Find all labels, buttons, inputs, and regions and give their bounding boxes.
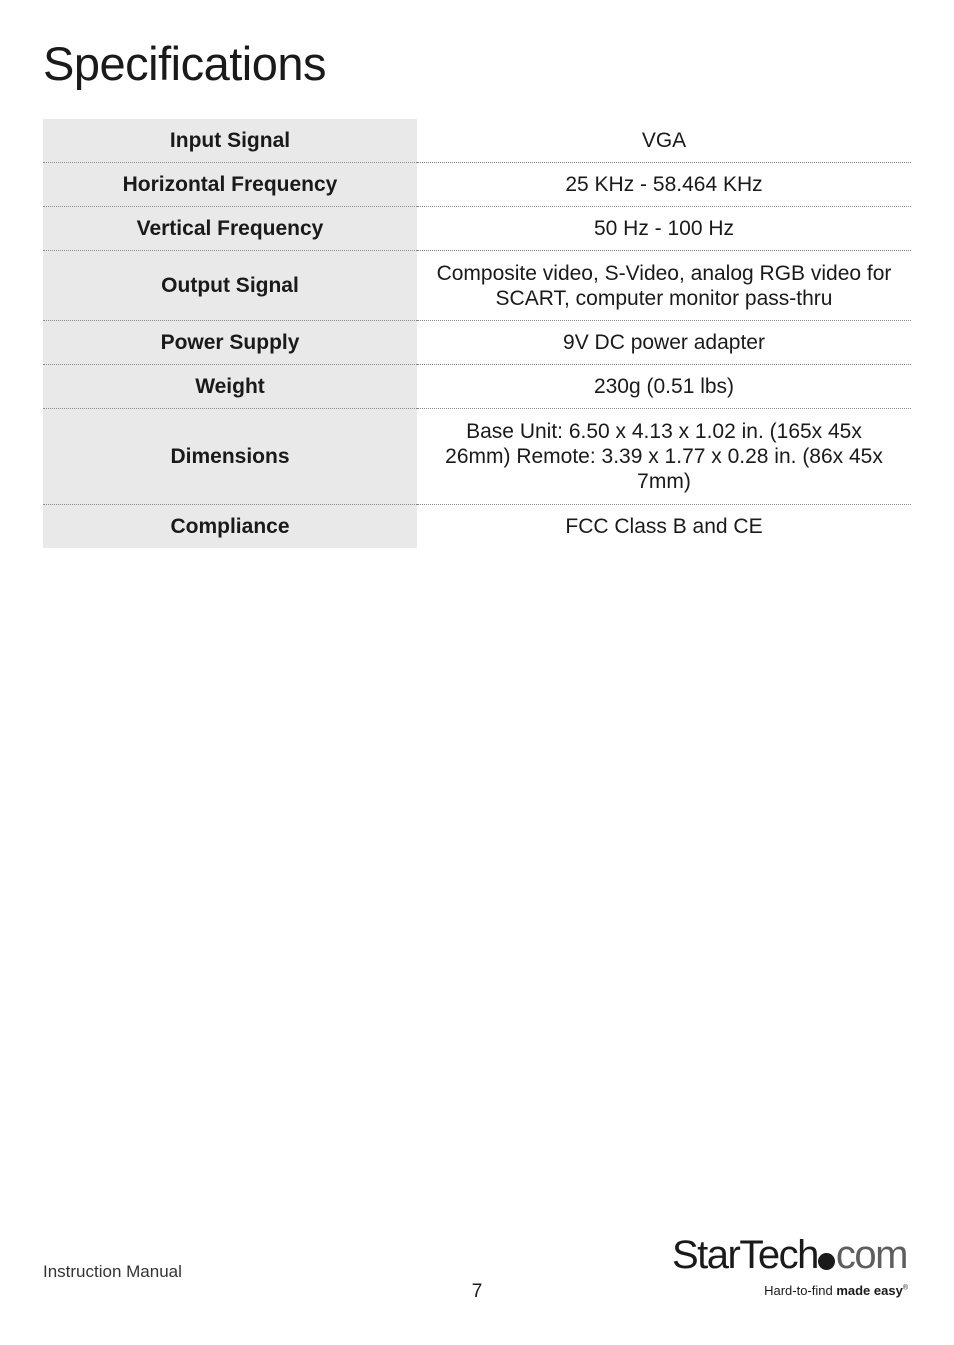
page-title: Specifications [43,37,326,90]
spec-value: FCC Class B and CE [565,515,763,538]
spec-value: Composite video, S-Video, analog RGB video for SCART, computer monitor pass-thru [417,251,911,321]
spec-row-power-supply [43,321,911,365]
spec-value: 25 KHz - 58.464 KHz [417,163,911,207]
spec-label: Input Signal [43,119,417,163]
spec-value: VGA [417,119,911,163]
spec-row-compliance [43,505,911,549]
specifications-table [43,119,911,548]
spec-value: Base Unit: 6.50 x 4.13 x 1.02 in. (165x 45x 26mm) Remote: 3.39 x 1.77 x 0.28 in. (86x 45x 7mm) [417,409,911,505]
spec-label: Horizontal Frequency [43,163,417,207]
spec-value: 50 Hz - 100 Hz [417,207,911,251]
logo-tagline-regular: Hard-to-find [764,1283,837,1298]
spec-value: 230g (0.51 lbs) [417,365,911,409]
logo-brand-right: com [835,1233,907,1277]
spec-value: 9V DC power adapter [417,321,911,365]
spec-row-horizontal-frequency [43,163,911,207]
logo-tagline [764,1283,908,1298]
logo-brand-left: StarTech [672,1233,818,1277]
spec-row-input-signal [43,119,911,163]
spec-label: Power Supply [43,321,417,365]
logo-wordmark [672,1232,907,1278]
spec-row-output-signal [43,251,911,321]
spec-row-weight [43,365,911,409]
footer-instruction-manual: Instruction Manual [43,1262,182,1281]
spec-row-dimensions [43,409,911,505]
spec-label: Dimensions [43,409,417,505]
logo-tagline-bold: made easy [836,1283,903,1298]
logo-dot-icon [818,1253,835,1270]
registered-mark: ® [902,1284,908,1292]
page-number: 7 [471,1281,483,1302]
spec-row-vertical-frequency [43,207,911,251]
spec-label: Vertical Frequency [43,207,417,251]
spec-label: Compliance [43,505,417,549]
startech-logo [672,1232,912,1304]
spec-label: Output Signal [43,251,417,321]
spec-label: Weight [43,365,417,409]
